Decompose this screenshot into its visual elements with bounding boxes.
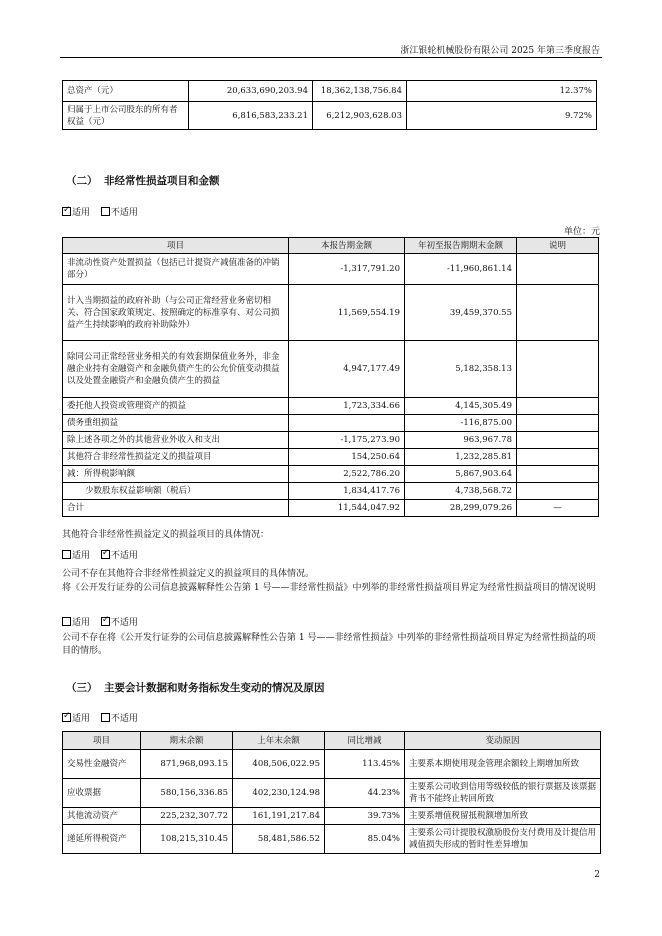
checkbox-applicable[interactable] bbox=[62, 550, 71, 559]
ytd-cell: -11,960,861.14 bbox=[405, 254, 517, 285]
prior-balance-cell: 408,506,022.95 bbox=[233, 750, 325, 779]
table-row bbox=[63, 254, 599, 285]
item-cell: 除上述各项之外的其他营业外收入和支出 bbox=[63, 432, 289, 449]
not-applicable-label: 不适用 bbox=[110, 714, 138, 724]
prior-balance-cell: 161,191,217.84 bbox=[233, 808, 325, 825]
checkbox-not-applicable[interactable] bbox=[101, 207, 110, 216]
item-cell: 递延所得税资产 bbox=[63, 825, 141, 854]
column-header: 项目 bbox=[63, 732, 141, 750]
page-number: 2 bbox=[594, 870, 600, 880]
note-cell bbox=[517, 449, 599, 466]
applicable-label: 适用 bbox=[72, 714, 91, 724]
reclass-applicable bbox=[62, 615, 146, 628]
reason-cell: 主要系本期使用现金管理余额较上期增加所致 bbox=[405, 750, 601, 779]
note-cell bbox=[517, 432, 599, 449]
reason-cell: 主要系公司计提股权激励股份支付费用及计提信用减值损失形成的暂时性差异增加 bbox=[405, 825, 601, 854]
item-cell: 少数股东权益影响额（税后） bbox=[63, 483, 289, 500]
current-cell: 11,544,047.92 bbox=[289, 500, 405, 517]
checkbox-applicable[interactable] bbox=[62, 713, 71, 722]
ytd-cell: 28,299,079.26 bbox=[405, 500, 517, 517]
table-row bbox=[63, 466, 599, 483]
table-row bbox=[63, 779, 601, 808]
item-cell: 合计 bbox=[63, 500, 289, 517]
table-row bbox=[63, 398, 599, 415]
note-cell bbox=[517, 398, 599, 415]
applicable-label: 适用 bbox=[72, 551, 91, 561]
item-cell: 其他流动资产 bbox=[63, 808, 141, 825]
column-header: 期末余额 bbox=[141, 732, 233, 750]
section-3-title: 主要会计数据和财务指标发生变动的情况及原因 bbox=[104, 682, 325, 694]
ytd-cell: 4,738,568.72 bbox=[405, 483, 517, 500]
note-cell bbox=[517, 254, 599, 285]
ytd-cell: 5,867,903.64 bbox=[405, 466, 517, 483]
section-2-number: （二） bbox=[66, 175, 98, 187]
end-balance-cell: 108,215,310.45 bbox=[141, 825, 233, 854]
table-row bbox=[63, 285, 599, 341]
paragraph-reclass-note: 将《公开发行证券的公司信息披露解释性公告第 1 号——非经常性损益》中列举的非经常性损益项目界定为经常性损益项目的情况说明 bbox=[62, 583, 596, 593]
checkbox-applicable[interactable] bbox=[62, 207, 71, 216]
not-applicable-label: 不适用 bbox=[110, 208, 138, 218]
item-cell: 减：所得税影响额 bbox=[63, 466, 289, 483]
section-2-heading bbox=[66, 173, 220, 188]
item-cell: 债务重组损益 bbox=[63, 415, 289, 432]
item-cell: 委托他人投资或管理资产的损益 bbox=[63, 398, 289, 415]
ytd-cell: 963,967.78 bbox=[405, 432, 517, 449]
column-header: 本报告期金额 bbox=[289, 238, 405, 254]
table-header-row bbox=[63, 238, 599, 254]
change-analysis-table bbox=[62, 731, 601, 854]
change-value: 12.37% bbox=[407, 81, 597, 102]
note-cell bbox=[517, 285, 599, 341]
column-header: 上年末余额 bbox=[233, 732, 325, 750]
applicable-label: 适用 bbox=[72, 618, 91, 628]
table-row bbox=[63, 825, 601, 854]
item-cell: 非流动性资产处置损益（包括已计提资产减值准备的冲销部分） bbox=[63, 254, 289, 285]
current-cell: -1,317,791.20 bbox=[289, 254, 405, 285]
column-header: 说明 bbox=[517, 238, 599, 254]
section-3-number: （三） bbox=[66, 682, 98, 694]
not-applicable-label: 不适用 bbox=[110, 618, 138, 628]
end-balance-cell: 225,232,307.72 bbox=[141, 808, 233, 825]
prior-value: 6,212,903,628.03 bbox=[313, 102, 407, 130]
item-cell: 应收票据 bbox=[63, 779, 141, 808]
change-cell: 113.45% bbox=[325, 750, 405, 779]
ytd-cell: 5,182,358.13 bbox=[405, 341, 517, 398]
applicable-label: 适用 bbox=[72, 208, 91, 218]
row-label: 总资产（元） bbox=[63, 81, 189, 102]
header-divider bbox=[60, 57, 602, 58]
non-recurring-table bbox=[62, 237, 599, 517]
ytd-cell: 4,145,305.49 bbox=[405, 398, 517, 415]
ytd-cell: 1,232,285.81 bbox=[405, 449, 517, 466]
table-row bbox=[63, 432, 599, 449]
row-label: 归属于上市公司股东的所有者权益（元） bbox=[63, 102, 189, 130]
current-cell: 1,723,334.66 bbox=[289, 398, 405, 415]
paragraph-no-other-items: 公司不存在其他符合非经常性损益定义的损益项目的具体情况。 bbox=[62, 569, 315, 579]
change-cell: 39.73% bbox=[325, 808, 405, 825]
table-row bbox=[63, 341, 599, 398]
table-row-total bbox=[63, 500, 599, 517]
prior-value: 18,362,138,756.84 bbox=[313, 81, 407, 102]
current-cell: 11,569,554.19 bbox=[289, 285, 405, 341]
current-cell: 154,250.64 bbox=[289, 449, 405, 466]
section-3-heading bbox=[66, 680, 325, 695]
current-value: 20,633,690,203.94 bbox=[189, 81, 313, 102]
note-cell: — bbox=[517, 500, 599, 517]
note-cell bbox=[517, 341, 599, 398]
item-cell: 其他符合非经常性损益定义的损益项目 bbox=[63, 449, 289, 466]
table-row bbox=[63, 750, 601, 779]
item-cell: 交易性金融资产 bbox=[63, 750, 141, 779]
current-cell: 1,834,417.76 bbox=[289, 483, 405, 500]
column-header: 同比增减 bbox=[325, 732, 405, 750]
ytd-cell: 39,459,370.55 bbox=[405, 285, 517, 341]
change-cell: 85.04% bbox=[325, 825, 405, 854]
current-cell: -1,175,273.90 bbox=[289, 432, 405, 449]
reason-cell: 主要系公司收到信用等级较低的银行票据及该票据背书不能终止转回所致 bbox=[405, 779, 601, 808]
current-cell bbox=[289, 415, 405, 432]
reason-cell: 主要系增值税留抵税额增加所致 bbox=[405, 808, 601, 825]
end-balance-cell: 580,156,336.85 bbox=[141, 779, 233, 808]
checkbox-not-applicable[interactable] bbox=[101, 713, 110, 722]
report-header-title: 浙江银轮机械股份有限公司 2025 年第三季度报告 bbox=[400, 46, 600, 56]
table-row bbox=[63, 102, 597, 130]
current-cell: 2,522,786.20 bbox=[289, 466, 405, 483]
unit-label: 单位：元 bbox=[563, 227, 600, 237]
table-row bbox=[63, 449, 599, 466]
change-cell: 44.23% bbox=[325, 779, 405, 808]
table-header-row bbox=[63, 732, 601, 750]
current-value: 6,816,583,233.21 bbox=[189, 102, 313, 130]
table-row bbox=[63, 808, 601, 825]
item-cell: 除同公司正常经营业务相关的有效套期保值业务外，非金融企业持有金融资产和金融负债产生的公允价值变动损益以及处置金融资产和金融负债产生的损益 bbox=[63, 341, 289, 398]
checkbox-not-applicable[interactable] bbox=[101, 550, 110, 559]
balance-summary-table bbox=[62, 80, 597, 130]
table-row bbox=[63, 483, 599, 500]
section-2-title: 非经常性损益项目和金额 bbox=[104, 175, 220, 187]
ytd-cell: -116,875.00 bbox=[405, 415, 517, 432]
section-3-applicable bbox=[62, 711, 146, 724]
note-cell bbox=[517, 415, 599, 432]
checkbox-not-applicable[interactable] bbox=[101, 617, 110, 626]
end-balance-cell: 871,968,093.15 bbox=[141, 750, 233, 779]
checkbox-applicable[interactable] bbox=[62, 617, 71, 626]
other-items-applicable bbox=[62, 548, 146, 561]
note-cell bbox=[517, 483, 599, 500]
other-items-title: 其他符合非经常性损益定义的损益项目的具体情况： bbox=[62, 530, 270, 540]
paragraph-no-reclass: 公司不存在将《公开发行证券的公司信息披露解释性公告第 1 号——非经常性损益》中列举的非经常性损益项目界定为经常性损益的项目的情形。 bbox=[62, 633, 596, 656]
prior-balance-cell: 402,230,124.98 bbox=[233, 779, 325, 808]
table-row bbox=[63, 81, 597, 102]
change-value: 9.72% bbox=[407, 102, 597, 130]
note-cell bbox=[517, 466, 599, 483]
column-header: 年初至报告期期末金额 bbox=[405, 238, 517, 254]
column-header: 变动原因 bbox=[405, 732, 601, 750]
not-applicable-label: 不适用 bbox=[110, 551, 138, 561]
table-row bbox=[63, 415, 599, 432]
prior-balance-cell: 58,481,586.52 bbox=[233, 825, 325, 854]
current-cell: 4,947,177.49 bbox=[289, 341, 405, 398]
item-cell: 计入当期损益的政府补助（与公司正常经营业务密切相关、符合国家政策规定、按照确定的标准享有、对公司损益产生持续影响的政府补助除外） bbox=[63, 285, 289, 341]
section-2-applicable bbox=[62, 205, 146, 218]
column-header: 项目 bbox=[63, 238, 289, 254]
